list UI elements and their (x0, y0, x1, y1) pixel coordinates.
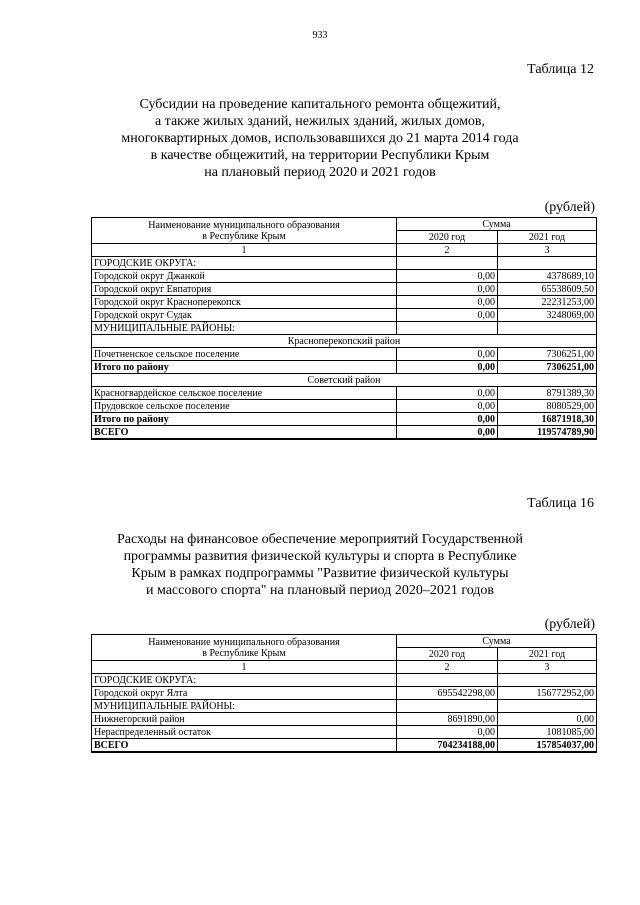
row-value-2021: 3248069,00 (498, 309, 597, 322)
table12-title (60, 96, 580, 181)
title-line: на плановый период 2020 и 2021 годов (204, 165, 436, 180)
row-name: Городской округ Судак (92, 309, 397, 322)
title-line: Субсидии на проведение капитального ремонта общежитий, (139, 97, 501, 112)
empty-cell (397, 322, 498, 335)
table16-unit: (рублей) (544, 617, 595, 632)
header-year-2020: 2020 год (397, 648, 498, 661)
row-name: Прудовское сельское поселение (92, 400, 397, 413)
row-value-2020: 0,00 (397, 413, 498, 426)
row-value-2020: 0,00 (397, 309, 498, 322)
row-name: Нераспределенный остаток (92, 726, 397, 739)
table12 (91, 217, 597, 440)
section-row (92, 322, 597, 335)
table-row (92, 283, 597, 296)
row-value-2021: 7306251,00 (498, 348, 597, 361)
col-number: 3 (498, 661, 597, 674)
table-row (92, 726, 597, 739)
table-row (92, 348, 597, 361)
row-value-2020: 704234188,00 (397, 739, 498, 753)
row-value-2020: 695542298,00 (397, 687, 498, 700)
table16-title (60, 531, 580, 599)
section-row (92, 257, 597, 270)
row-value-2021: 156772952,00 (498, 687, 597, 700)
row-value-2021: 0,00 (498, 713, 597, 726)
row-name: Итого по району (92, 361, 397, 374)
header-name-line: Наименование муниципального образования (148, 637, 340, 648)
table-row (92, 270, 597, 283)
row-name: Городской округ Ялта (92, 687, 397, 700)
row-value-2021: 22231253,00 (498, 296, 597, 309)
row-name: ВСЕГО (92, 426, 397, 440)
table-row (92, 387, 597, 400)
row-value-2021: 16871918,30 (498, 413, 597, 426)
empty-cell (498, 700, 597, 713)
table12-label: Таблица 12 (527, 62, 594, 77)
table-row (92, 713, 597, 726)
header-row (92, 218, 597, 231)
row-name: Итого по району (92, 413, 397, 426)
section-title: МУНИЦИПАЛЬНЫЕ РАЙОНЫ: (92, 700, 397, 713)
section-title: МУНИЦИПАЛЬНЫЕ РАЙОНЫ: (92, 322, 397, 335)
district-row (92, 374, 597, 387)
district-total-row (92, 413, 597, 426)
header-name-line: Наименование муниципального образования (148, 220, 340, 231)
row-value-2021: 7306251,00 (498, 361, 597, 374)
row-value-2021: 8791389,30 (498, 387, 597, 400)
column-number-row (92, 244, 597, 257)
section-row (92, 674, 597, 687)
header-year-2021: 2021 год (498, 231, 597, 244)
header-sum: Сумма (397, 635, 597, 648)
row-value-2020: 0,00 (397, 400, 498, 413)
title-line: Расходы на финансовое обеспечение мероприятий Государственной (116, 532, 524, 547)
header-name-cell (92, 218, 397, 244)
row-name: Красногвардейское сельское поселение (92, 387, 397, 400)
title-line: программы развития физической культуры и спорта в Республике (123, 549, 517, 564)
row-name: Городской округ Евпатория (92, 283, 397, 296)
district-name: Советский район (92, 374, 597, 387)
table-row (92, 400, 597, 413)
row-value-2020: 0,00 (397, 348, 498, 361)
empty-cell (397, 257, 498, 270)
empty-cell (498, 322, 597, 335)
title-line: и массового спорта" на плановый период 2020–2021 годов (145, 583, 495, 598)
row-value-2021: 1081085,00 (498, 726, 597, 739)
row-value-2020: 0,00 (397, 296, 498, 309)
row-name: ВСЕГО (92, 739, 397, 753)
district-total-row (92, 361, 597, 374)
table-row (92, 296, 597, 309)
empty-cell (397, 674, 498, 687)
district-name: Красноперекопский район (92, 335, 597, 348)
row-value-2020: 0,00 (397, 387, 498, 400)
table16-label: Таблица 16 (527, 496, 594, 511)
row-value-2020: 0,00 (397, 270, 498, 283)
header-year-2020: 2020 год (397, 231, 498, 244)
row-value-2021: 65538609,50 (498, 283, 597, 296)
header-name-cell (92, 635, 397, 661)
title-line: а также жилых зданий, нежилых зданий, жилых домов, (154, 114, 486, 129)
grand-total-row (92, 426, 597, 440)
col-number: 2 (397, 661, 498, 674)
empty-cell (498, 674, 597, 687)
header-name-line: в Республике Крым (202, 231, 286, 242)
page-number: 933 (312, 30, 328, 41)
row-value-2021: 8080529,00 (498, 400, 597, 413)
header-row (92, 635, 597, 648)
row-value-2020: 8691890,00 (397, 713, 498, 726)
row-value-2020: 0,00 (397, 283, 498, 296)
row-value-2021: 119574789,90 (498, 426, 597, 440)
section-title: ГОРОДСКИЕ ОКРУГА: (92, 674, 397, 687)
row-name: Городской округ Красноперекопск (92, 296, 397, 309)
col-number: 3 (498, 244, 597, 257)
title-line: в качестве общежитий, на территории Республики Крым (150, 148, 490, 163)
row-value-2020: 0,00 (397, 426, 498, 440)
section-row (92, 700, 597, 713)
col-number: 1 (92, 661, 397, 674)
title-line: многоквартирных домов, использовавшихся до 21 марта 2014 года (121, 131, 519, 146)
row-value-2020: 0,00 (397, 361, 498, 374)
grand-total-row (92, 739, 597, 753)
header-name-line: в Республике Крым (202, 648, 286, 659)
row-name: Нижнегорский район (92, 713, 397, 726)
table16 (91, 634, 597, 753)
title-line: Крым в рамках подпрограммы "Развитие физической культуры (131, 566, 509, 581)
row-value-2021: 157854037,00 (498, 739, 597, 753)
table-row (92, 309, 597, 322)
table12-unit: (рублей) (544, 200, 595, 215)
row-name: Городской округ Джанкой (92, 270, 397, 283)
row-value-2020: 0,00 (397, 726, 498, 739)
section-title: ГОРОДСКИЕ ОКРУГА: (92, 257, 397, 270)
district-row (92, 335, 597, 348)
col-number: 1 (92, 244, 397, 257)
col-number: 2 (397, 244, 498, 257)
empty-cell (397, 700, 498, 713)
column-number-row (92, 661, 597, 674)
row-name: Почетненское сельское поселение (92, 348, 397, 361)
header-sum: Сумма (397, 218, 597, 231)
row-value-2021: 4378689,10 (498, 270, 597, 283)
header-year-2021: 2021 год (498, 648, 597, 661)
empty-cell (498, 257, 597, 270)
table-row (92, 687, 597, 700)
